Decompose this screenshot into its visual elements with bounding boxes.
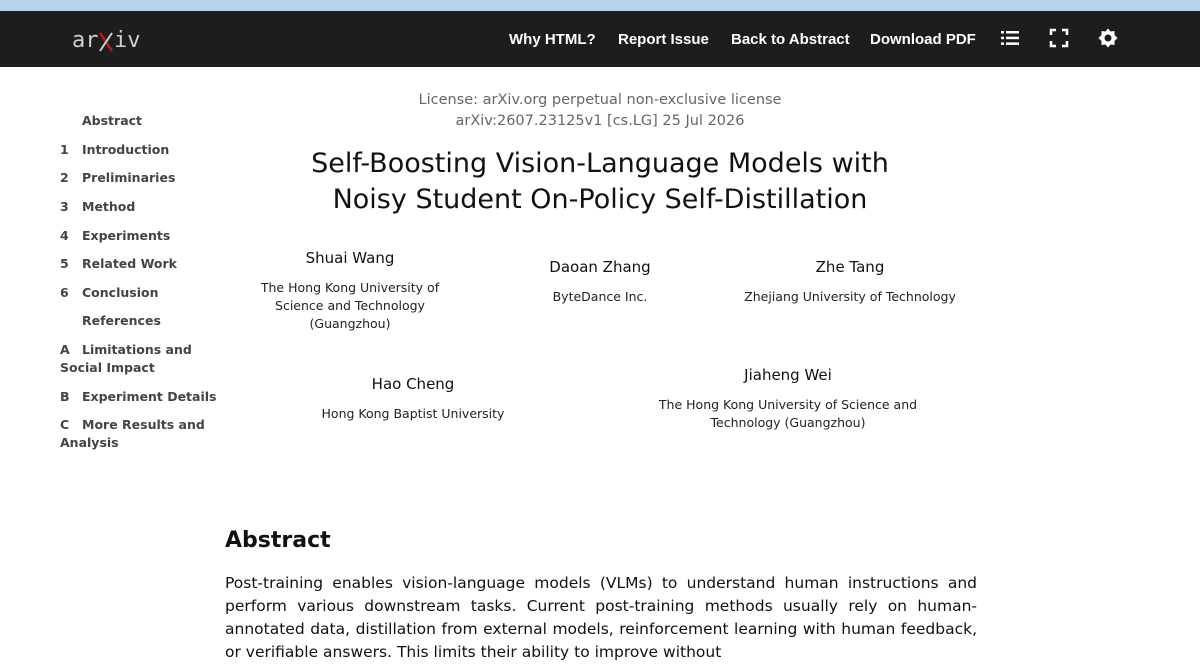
- toc-item-conclusion[interactable]: 6 Conclusion: [60, 285, 159, 300]
- toc-item-experiments[interactable]: 4 Experiments: [60, 228, 171, 243]
- author-block: [535, 258, 665, 306]
- browser-strip: [0, 0, 1200, 11]
- settings-icon[interactable]: [1097, 27, 1119, 49]
- svg-text:iv: iv: [114, 28, 141, 53]
- toc-item-method[interactable]: 3 Method: [60, 199, 136, 214]
- toc-item-introduction[interactable]: 1 Introduction: [60, 142, 170, 157]
- list-icon[interactable]: [999, 27, 1021, 49]
- svg-text:ar: ar: [72, 28, 99, 53]
- title-line-1: Self-Boosting Vision-Language Models with: [311, 148, 889, 179]
- author-block: [623, 366, 953, 432]
- license-line[interactable]: License: arXiv.org perpetual non-exclusive license: [418, 92, 782, 108]
- toc-item-abstract[interactable]: Abstract: [82, 113, 143, 128]
- author-name: Hao Cheng: [371, 375, 455, 393]
- toc-item-related-work[interactable]: 5 Related Work: [60, 256, 177, 271]
- author-block: [240, 249, 460, 333]
- abstract-heading: Abstract: [225, 528, 331, 553]
- author-name: Daoan Zhang: [549, 258, 651, 276]
- author-name: Shuai Wang: [305, 249, 395, 267]
- author-affiliation: Zhejiang University of Technology: [744, 289, 956, 304]
- author-block: [740, 258, 960, 306]
- top-navbar: [0, 11, 1200, 67]
- toc-item-references[interactable]: References: [82, 313, 161, 328]
- author-affiliation: The Hong Kong University of Science and Technology (Guangzhou): [658, 397, 918, 430]
- author-name: Zhe Tang: [815, 258, 885, 276]
- abstract-text: Post-training enables vision-language models (VLMs) to understand human instructions and perform various downstream tasks. Current post-training methods usually rely on human-annotated data, distillation from external models, reinforcement learning with human feedback, or verifiable answers. This limits their ability to improve without: [225, 574, 977, 661]
- author-affiliation: Hong Kong Baptist University: [321, 406, 505, 421]
- download-pdf-link[interactable]: Download PDF: [870, 31, 976, 48]
- fullscreen-icon[interactable]: [1048, 27, 1070, 49]
- toc-item-experiment-details[interactable]: B Experiment Details: [60, 389, 217, 404]
- toc-item-limitations[interactable]: A Limitations and Social Impact: [60, 342, 192, 375]
- arxiv-logo[interactable]: [72, 25, 144, 55]
- author-affiliation: ByteDance Inc.: [552, 289, 648, 304]
- toc-item-preliminaries[interactable]: 2 Preliminaries: [60, 170, 176, 185]
- toc-item-more-results[interactable]: C More Results and Analysis: [60, 417, 205, 450]
- author-name: Jiaheng Wei: [744, 366, 832, 384]
- author-affiliation: The Hong Kong University of Science and Technology (Guangzhou): [260, 280, 440, 331]
- author-block: [313, 375, 513, 423]
- page-title: [300, 146, 900, 218]
- back-to-abstract-link[interactable]: Back to Abstract: [731, 31, 850, 48]
- arxiv-identifier: arXiv:2607.23125v1 [cs.LG] 25 Jul 2026: [455, 113, 745, 129]
- why-html-link[interactable]: Why HTML?: [509, 31, 596, 48]
- report-issue-link[interactable]: Report Issue: [618, 31, 709, 48]
- title-line-2: Noisy Student On-Policy Self-Distillation: [332, 184, 868, 215]
